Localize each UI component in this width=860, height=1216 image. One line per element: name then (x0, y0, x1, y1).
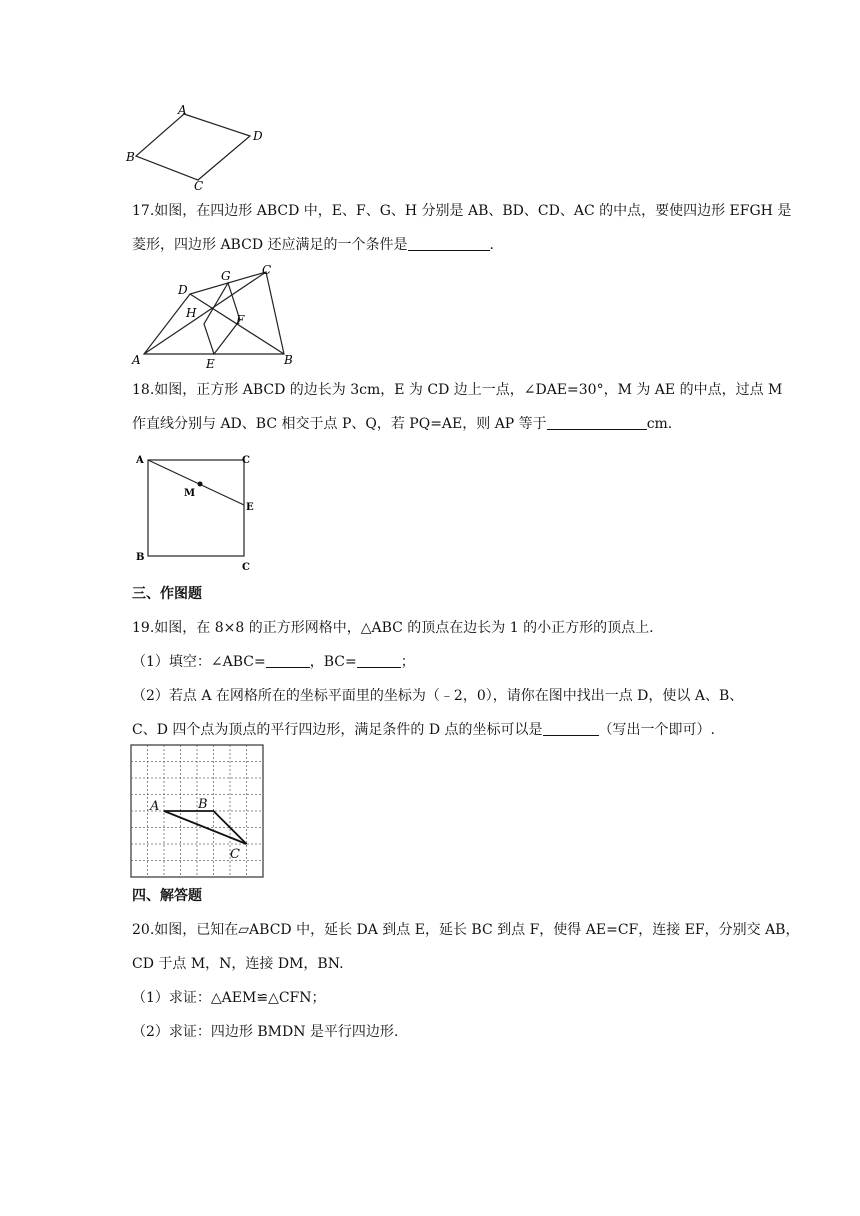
fig17-label-d: D (178, 283, 188, 297)
figure-19-grid (130, 744, 264, 878)
fig17-label-a: A (132, 353, 141, 367)
fig17-label-e: E (206, 357, 215, 371)
q19-bc-blank[interactable] (357, 653, 401, 668)
q20-line1: 20.如图，已知在▱ABCD 中，延长 DA 到点 E，延长 BC 到点 F，使得 AE=CF，连接 EF，分别交 AB， (132, 922, 800, 938)
fig19-label-c: C (230, 847, 240, 862)
q19-line3: （2）若点 A 在网格所在的坐标平面里的坐标为（﹣2，0），请你在图中找出一点 D，使以 A、B、 (132, 688, 744, 704)
fig19-label-b: B (198, 797, 208, 812)
q19-line2-c: ； (400, 654, 415, 670)
q17-line2-end: . (489, 237, 494, 253)
q20-line3: （1）求证：△AEM≌△CFN； (132, 990, 326, 1006)
q19-d-coordinate-blank[interactable] (543, 721, 599, 736)
fig19-label-a: A (150, 799, 160, 814)
fig17-label-c: C (262, 263, 272, 277)
figure-18-square (130, 446, 270, 576)
q20-line2: CD 于点 M，N，连接 DM，BN. (132, 956, 344, 972)
section-4-heading: 四、解答题 (132, 888, 202, 904)
q18-line2-end: cm. (646, 416, 673, 432)
fig17-label-f: F (236, 313, 245, 327)
fig16-label-c: C (194, 179, 204, 193)
fig17-label-h: H (186, 306, 197, 320)
q19-line2 (132, 652, 415, 672)
q17-line1: 17.如图，在四边形 ABCD 中，E、F、G、H 分别是 AB、BD、CD、AC 的中点，要使四边形 EFGH 是 (132, 203, 792, 219)
q19-line2-b: ，BC= (309, 654, 357, 670)
q17-line2 (132, 235, 494, 255)
fig16-label-d: D (253, 129, 263, 143)
fig17-label-g: G (221, 269, 231, 283)
q18-line2-text: 作直线分别与 AD、BC 相交于点 P、Q，若 PQ=AE，则 AP 等于 (132, 416, 547, 432)
fig18-label-a: A (136, 455, 144, 466)
q19-line1: 19.如图，在 8×8 的正方形网格中，△ABC 的顶点在边长为 1 的小正方形的顶点上. (132, 620, 654, 636)
fig18-label-m: M (184, 488, 196, 499)
section-3-heading: 三、作图题 (132, 586, 202, 602)
figure-17-quadrilateral (124, 262, 304, 372)
fig17-label-b: B (284, 353, 293, 367)
fig18-label-c-bottom: C (242, 562, 250, 573)
q19-line2-a: （1）填空：∠ABC= (132, 654, 266, 670)
q19-line4-a: C、D 四个点为顶点的平行四边形，满足条件的 D 点的坐标可以是 (132, 722, 543, 738)
q19-angle-blank[interactable] (266, 653, 310, 668)
fig18-label-c-top: C (242, 455, 250, 466)
fig16-label-a: A (178, 104, 187, 117)
q17-line2-text: 菱形，四边形 ABCD 还应满足的一个条件是 (132, 237, 408, 253)
fig18-label-b: B (136, 552, 145, 563)
figure-16-rhombus (124, 104, 274, 194)
q18-line1: 18.如图，正方形 ABCD 的边长为 3cm，E 为 CD 边上一点，∠DAE=30°，M 为 AE 的中点，过点 M (132, 382, 783, 398)
q17-answer-blank[interactable] (408, 236, 490, 251)
q19-line4-b: （写出一个即可）. (598, 722, 715, 738)
q19-line4 (132, 720, 715, 740)
fig18-label-e: E (246, 502, 254, 513)
q20-line4: （2）求证：四边形 BMDN 是平行四边形. (132, 1024, 399, 1040)
q18-answer-blank[interactable] (547, 415, 647, 430)
q18-line2 (132, 414, 672, 434)
fig16-label-b: B (126, 150, 135, 164)
